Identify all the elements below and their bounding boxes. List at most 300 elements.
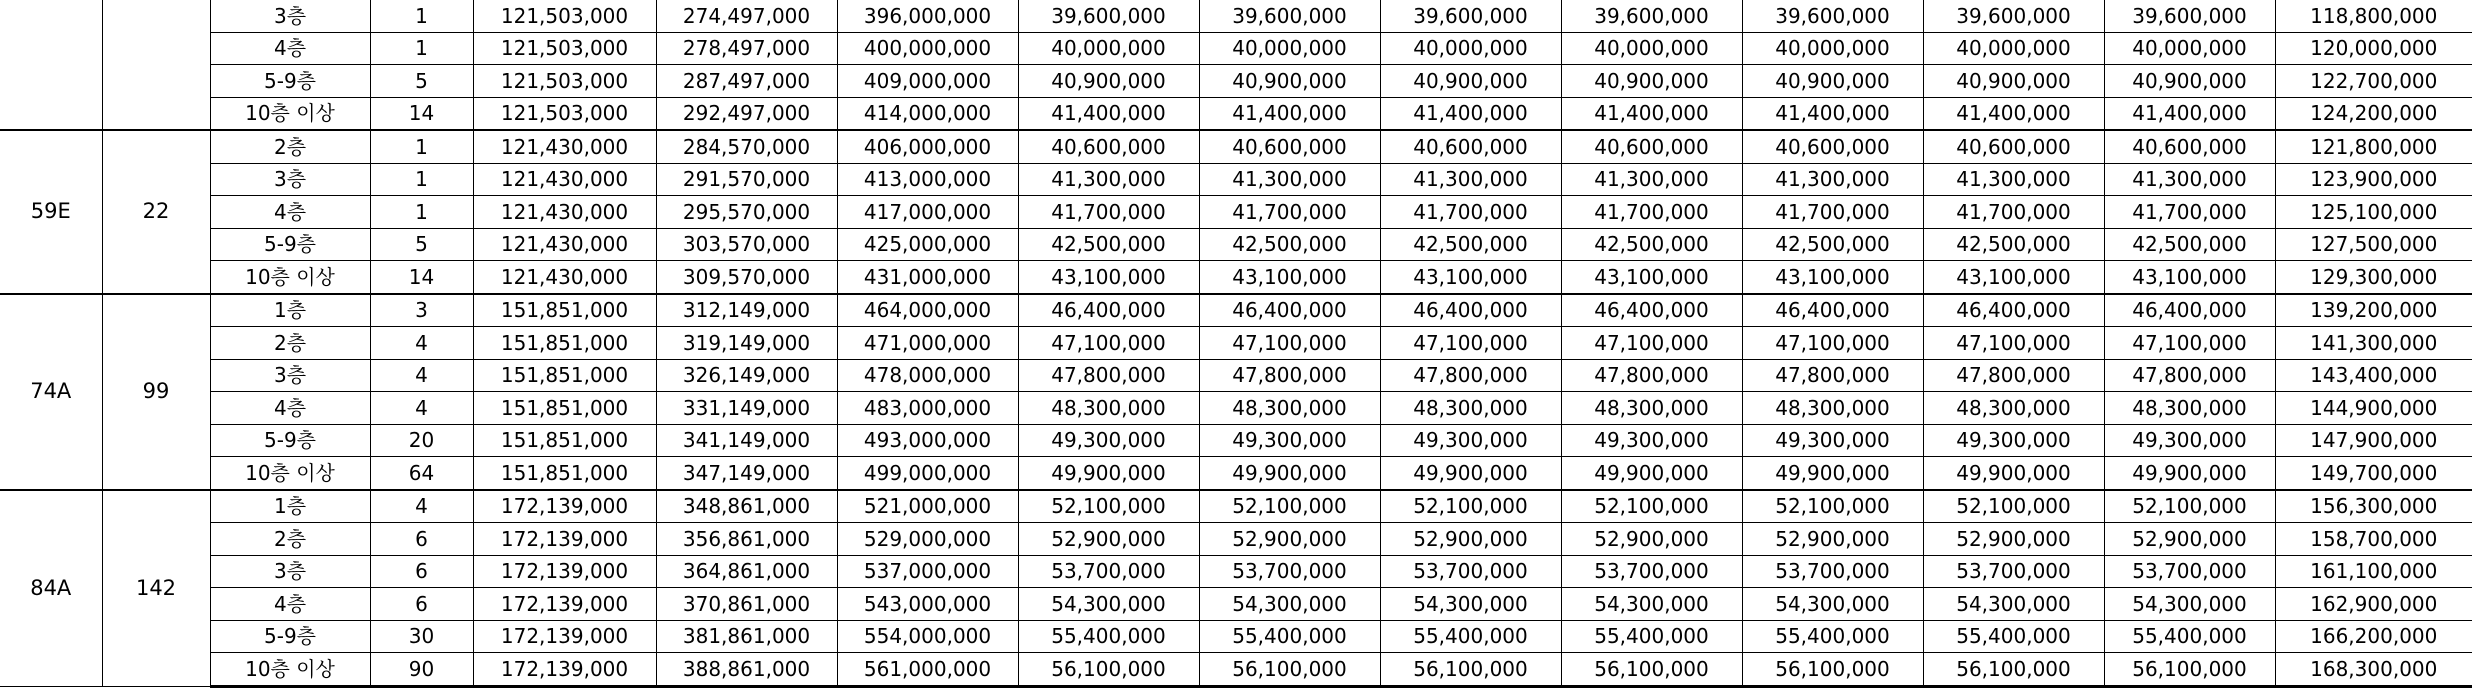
installment-6-cell: 55,400,000 — [1923, 620, 2104, 653]
installment-6-cell: 43,100,000 — [1923, 261, 2104, 294]
total-price-cell: 471,000,000 — [837, 327, 1018, 360]
installment-2-cell: 40,900,000 — [1199, 65, 1380, 98]
floor-cell: 5-9층 — [210, 620, 370, 653]
building-price-cell: 326,149,000 — [656, 359, 837, 392]
installment-1-cell: 42,500,000 — [1018, 228, 1199, 261]
land-price-cell: 151,851,000 — [473, 457, 656, 490]
balance-cell: 156,300,000 — [2275, 490, 2472, 523]
total-price-cell: 464,000,000 — [837, 294, 1018, 327]
total-price-cell: 543,000,000 — [837, 588, 1018, 621]
installment-4-cell: 40,000,000 — [1561, 32, 1742, 65]
installment-3-cell: 52,900,000 — [1380, 523, 1561, 556]
installment-3-cell: 52,100,000 — [1380, 490, 1561, 523]
table-row — [0, 490, 2472, 523]
installment-6-cell: 52,900,000 — [1923, 523, 2104, 556]
installment-5-cell: 52,100,000 — [1742, 490, 1923, 523]
installment-4-cell: 48,300,000 — [1561, 392, 1742, 425]
installment-4-cell: 52,100,000 — [1561, 490, 1742, 523]
table-row — [0, 32, 2472, 65]
floor-cell: 4층 — [210, 32, 370, 65]
count-cell: 4 — [370, 327, 473, 360]
installment-4-cell: 46,400,000 — [1561, 294, 1742, 327]
installment-5-cell: 41,400,000 — [1742, 97, 1923, 130]
unit-count-cell — [102, 0, 210, 130]
installment-1-cell: 52,900,000 — [1018, 523, 1199, 556]
count-cell: 1 — [370, 163, 473, 196]
table-row — [0, 327, 2472, 360]
floor-cell: 4층 — [210, 588, 370, 621]
balance-cell: 124,200,000 — [2275, 97, 2472, 130]
installment-7-cell: 54,300,000 — [2104, 588, 2275, 621]
installment-7-cell: 48,300,000 — [2104, 392, 2275, 425]
installment-2-cell: 42,500,000 — [1199, 228, 1380, 261]
installment-3-cell: 49,300,000 — [1380, 424, 1561, 457]
land-price-cell: 151,851,000 — [473, 294, 656, 327]
installment-7-cell: 49,300,000 — [2104, 424, 2275, 457]
floor-cell: 1층 — [210, 294, 370, 327]
total-price-cell: 431,000,000 — [837, 261, 1018, 294]
installment-5-cell: 40,900,000 — [1742, 65, 1923, 98]
total-price-cell: 400,000,000 — [837, 32, 1018, 65]
installment-2-cell: 52,100,000 — [1199, 490, 1380, 523]
installment-2-cell: 41,400,000 — [1199, 97, 1380, 130]
table-row — [0, 228, 2472, 261]
balance-cell: 168,300,000 — [2275, 653, 2472, 687]
land-price-cell: 151,851,000 — [473, 392, 656, 425]
building-price-cell: 292,497,000 — [656, 97, 837, 130]
installment-6-cell: 49,900,000 — [1923, 457, 2104, 490]
count-cell: 14 — [370, 97, 473, 130]
count-cell: 5 — [370, 65, 473, 98]
installment-2-cell: 46,400,000 — [1199, 294, 1380, 327]
unit-type-cell — [0, 0, 102, 130]
installment-4-cell: 55,400,000 — [1561, 620, 1742, 653]
installment-7-cell: 55,400,000 — [2104, 620, 2275, 653]
installment-1-cell: 47,100,000 — [1018, 327, 1199, 360]
installment-7-cell: 47,100,000 — [2104, 327, 2275, 360]
installment-2-cell: 39,600,000 — [1199, 0, 1380, 32]
installment-5-cell: 53,700,000 — [1742, 555, 1923, 588]
land-price-cell: 172,139,000 — [473, 490, 656, 523]
installment-5-cell: 55,400,000 — [1742, 620, 1923, 653]
installment-2-cell: 55,400,000 — [1199, 620, 1380, 653]
land-price-cell: 121,430,000 — [473, 228, 656, 261]
installment-3-cell: 42,500,000 — [1380, 228, 1561, 261]
installment-2-cell: 54,300,000 — [1199, 588, 1380, 621]
land-price-cell: 121,430,000 — [473, 130, 656, 163]
land-price-cell: 121,503,000 — [473, 0, 656, 32]
total-price-cell: 561,000,000 — [837, 653, 1018, 687]
table-row — [0, 555, 2472, 588]
table-row — [0, 130, 2472, 163]
installment-4-cell: 40,900,000 — [1561, 65, 1742, 98]
installment-3-cell: 46,400,000 — [1380, 294, 1561, 327]
balance-cell: 149,700,000 — [2275, 457, 2472, 490]
building-price-cell: 370,861,000 — [656, 588, 837, 621]
installment-7-cell: 43,100,000 — [2104, 261, 2275, 294]
floor-cell: 4층 — [210, 392, 370, 425]
installment-1-cell: 54,300,000 — [1018, 588, 1199, 621]
floor-cell: 3층 — [210, 163, 370, 196]
installment-1-cell: 47,800,000 — [1018, 359, 1199, 392]
land-price-cell: 121,430,000 — [473, 163, 656, 196]
installment-1-cell: 43,100,000 — [1018, 261, 1199, 294]
installment-6-cell: 46,400,000 — [1923, 294, 2104, 327]
total-price-cell: 409,000,000 — [837, 65, 1018, 98]
building-price-cell: 287,497,000 — [656, 65, 837, 98]
installment-6-cell: 41,400,000 — [1923, 97, 2104, 130]
balance-cell: 162,900,000 — [2275, 588, 2472, 621]
installment-5-cell: 56,100,000 — [1742, 653, 1923, 687]
count-cell: 6 — [370, 555, 473, 588]
building-price-cell: 348,861,000 — [656, 490, 837, 523]
count-cell: 5 — [370, 228, 473, 261]
unit-count-cell: 142 — [102, 490, 210, 687]
floor-cell: 3층 — [210, 0, 370, 32]
balance-cell: 161,100,000 — [2275, 555, 2472, 588]
balance-cell: 158,700,000 — [2275, 523, 2472, 556]
table-row — [0, 163, 2472, 196]
floor-cell: 2층 — [210, 327, 370, 360]
installment-2-cell: 47,100,000 — [1199, 327, 1380, 360]
installment-1-cell: 46,400,000 — [1018, 294, 1199, 327]
total-price-cell: 396,000,000 — [837, 0, 1018, 32]
installment-5-cell: 49,900,000 — [1742, 457, 1923, 490]
installment-7-cell: 40,600,000 — [2104, 130, 2275, 163]
building-price-cell: 364,861,000 — [656, 555, 837, 588]
installment-1-cell: 41,300,000 — [1018, 163, 1199, 196]
count-cell: 1 — [370, 130, 473, 163]
installment-4-cell: 39,600,000 — [1561, 0, 1742, 32]
installment-1-cell: 55,400,000 — [1018, 620, 1199, 653]
total-price-cell: 478,000,000 — [837, 359, 1018, 392]
unit-type-cell: 84A — [0, 490, 102, 687]
land-price-cell: 172,139,000 — [473, 620, 656, 653]
installment-3-cell: 48,300,000 — [1380, 392, 1561, 425]
installment-6-cell: 47,100,000 — [1923, 327, 2104, 360]
installment-6-cell: 41,700,000 — [1923, 196, 2104, 229]
building-price-cell: 291,570,000 — [656, 163, 837, 196]
installment-1-cell: 40,900,000 — [1018, 65, 1199, 98]
building-price-cell: 319,149,000 — [656, 327, 837, 360]
installment-7-cell: 52,100,000 — [2104, 490, 2275, 523]
building-price-cell: 388,861,000 — [656, 653, 837, 687]
building-price-cell: 312,149,000 — [656, 294, 837, 327]
installment-4-cell: 53,700,000 — [1561, 555, 1742, 588]
installment-2-cell: 40,000,000 — [1199, 32, 1380, 65]
land-price-cell: 151,851,000 — [473, 327, 656, 360]
installment-3-cell: 47,800,000 — [1380, 359, 1561, 392]
building-price-cell: 341,149,000 — [656, 424, 837, 457]
total-price-cell: 554,000,000 — [837, 620, 1018, 653]
installment-7-cell: 49,900,000 — [2104, 457, 2275, 490]
installment-1-cell: 49,300,000 — [1018, 424, 1199, 457]
balance-cell: 143,400,000 — [2275, 359, 2472, 392]
total-price-cell: 417,000,000 — [837, 196, 1018, 229]
installment-3-cell: 40,000,000 — [1380, 32, 1561, 65]
table-row — [0, 588, 2472, 621]
building-price-cell: 303,570,000 — [656, 228, 837, 261]
installment-5-cell: 49,300,000 — [1742, 424, 1923, 457]
floor-cell: 2층 — [210, 130, 370, 163]
installment-3-cell: 54,300,000 — [1380, 588, 1561, 621]
land-price-cell: 121,430,000 — [473, 261, 656, 294]
building-price-cell: 278,497,000 — [656, 32, 837, 65]
installment-2-cell: 56,100,000 — [1199, 653, 1380, 687]
total-price-cell: 537,000,000 — [837, 555, 1018, 588]
installment-1-cell: 40,600,000 — [1018, 130, 1199, 163]
installment-2-cell: 43,100,000 — [1199, 261, 1380, 294]
installment-4-cell: 41,700,000 — [1561, 196, 1742, 229]
installment-3-cell: 40,600,000 — [1380, 130, 1561, 163]
installment-5-cell: 48,300,000 — [1742, 392, 1923, 425]
table-row — [0, 620, 2472, 653]
installment-1-cell: 41,400,000 — [1018, 97, 1199, 130]
installment-4-cell: 47,800,000 — [1561, 359, 1742, 392]
table-row — [0, 0, 2472, 32]
total-price-cell: 414,000,000 — [837, 97, 1018, 130]
unit-count-cell: 22 — [102, 130, 210, 294]
unit-type-cell: 59E — [0, 130, 102, 294]
land-price-cell: 151,851,000 — [473, 359, 656, 392]
installment-2-cell: 49,900,000 — [1199, 457, 1380, 490]
floor-cell: 5-9층 — [210, 424, 370, 457]
installment-4-cell: 49,900,000 — [1561, 457, 1742, 490]
floor-cell: 4층 — [210, 196, 370, 229]
balance-cell: 141,300,000 — [2275, 327, 2472, 360]
installment-7-cell: 53,700,000 — [2104, 555, 2275, 588]
installment-3-cell: 55,400,000 — [1380, 620, 1561, 653]
count-cell: 4 — [370, 359, 473, 392]
balance-cell: 122,700,000 — [2275, 65, 2472, 98]
land-price-cell: 172,139,000 — [473, 555, 656, 588]
balance-cell: 147,900,000 — [2275, 424, 2472, 457]
installment-2-cell: 41,700,000 — [1199, 196, 1380, 229]
balance-cell: 120,000,000 — [2275, 32, 2472, 65]
installment-4-cell: 43,100,000 — [1561, 261, 1742, 294]
installment-1-cell: 41,700,000 — [1018, 196, 1199, 229]
installment-4-cell: 52,900,000 — [1561, 523, 1742, 556]
floor-cell: 5-9층 — [210, 228, 370, 261]
floor-cell: 10층 이상 — [210, 261, 370, 294]
floor-cell: 5-9층 — [210, 65, 370, 98]
installment-4-cell: 49,300,000 — [1561, 424, 1742, 457]
installment-7-cell: 56,100,000 — [2104, 653, 2275, 687]
installment-7-cell: 40,000,000 — [2104, 32, 2275, 65]
total-price-cell: 483,000,000 — [837, 392, 1018, 425]
balance-cell: 144,900,000 — [2275, 392, 2472, 425]
building-price-cell: 295,570,000 — [656, 196, 837, 229]
land-price-cell: 121,503,000 — [473, 65, 656, 98]
installment-7-cell: 42,500,000 — [2104, 228, 2275, 261]
installment-4-cell: 42,500,000 — [1561, 228, 1742, 261]
installment-5-cell: 40,600,000 — [1742, 130, 1923, 163]
floor-cell: 3층 — [210, 555, 370, 588]
total-price-cell: 529,000,000 — [837, 523, 1018, 556]
count-cell: 4 — [370, 392, 473, 425]
land-price-cell: 172,139,000 — [473, 653, 656, 687]
count-cell: 4 — [370, 490, 473, 523]
installment-2-cell: 41,300,000 — [1199, 163, 1380, 196]
unit-type-cell: 74A — [0, 294, 102, 490]
unit-count-cell: 99 — [102, 294, 210, 490]
land-price-cell: 121,430,000 — [473, 196, 656, 229]
installment-6-cell: 42,500,000 — [1923, 228, 2104, 261]
balance-cell: 118,800,000 — [2275, 0, 2472, 32]
installment-6-cell: 56,100,000 — [1923, 653, 2104, 687]
count-cell: 30 — [370, 620, 473, 653]
total-price-cell: 499,000,000 — [837, 457, 1018, 490]
building-price-cell: 309,570,000 — [656, 261, 837, 294]
installment-6-cell: 40,900,000 — [1923, 65, 2104, 98]
installment-1-cell: 48,300,000 — [1018, 392, 1199, 425]
floor-cell: 2층 — [210, 523, 370, 556]
installment-7-cell: 41,700,000 — [2104, 196, 2275, 229]
land-price-cell: 121,503,000 — [473, 97, 656, 130]
building-price-cell: 284,570,000 — [656, 130, 837, 163]
floor-cell: 1층 — [210, 490, 370, 523]
installment-4-cell: 54,300,000 — [1561, 588, 1742, 621]
installment-3-cell: 56,100,000 — [1380, 653, 1561, 687]
installment-1-cell: 56,100,000 — [1018, 653, 1199, 687]
installment-6-cell: 52,100,000 — [1923, 490, 2104, 523]
total-price-cell: 406,000,000 — [837, 130, 1018, 163]
installment-1-cell: 53,700,000 — [1018, 555, 1199, 588]
balance-cell: 125,100,000 — [2275, 196, 2472, 229]
installment-5-cell: 40,000,000 — [1742, 32, 1923, 65]
floor-cell: 10층 이상 — [210, 457, 370, 490]
land-price-cell: 172,139,000 — [473, 523, 656, 556]
installment-5-cell: 41,300,000 — [1742, 163, 1923, 196]
installment-4-cell: 41,300,000 — [1561, 163, 1742, 196]
balance-cell: 121,800,000 — [2275, 130, 2472, 163]
count-cell: 14 — [370, 261, 473, 294]
installment-7-cell: 40,900,000 — [2104, 65, 2275, 98]
installment-3-cell: 41,400,000 — [1380, 97, 1561, 130]
table-row — [0, 196, 2472, 229]
building-price-cell: 381,861,000 — [656, 620, 837, 653]
balance-cell: 123,900,000 — [2275, 163, 2472, 196]
installment-3-cell: 40,900,000 — [1380, 65, 1561, 98]
count-cell: 20 — [370, 424, 473, 457]
floor-cell: 10층 이상 — [210, 653, 370, 687]
balance-cell: 129,300,000 — [2275, 261, 2472, 294]
floor-cell: 10층 이상 — [210, 97, 370, 130]
installment-6-cell: 53,700,000 — [1923, 555, 2104, 588]
installment-4-cell: 41,400,000 — [1561, 97, 1742, 130]
table-row — [0, 294, 2472, 327]
total-price-cell: 413,000,000 — [837, 163, 1018, 196]
installment-6-cell: 39,600,000 — [1923, 0, 2104, 32]
count-cell: 1 — [370, 32, 473, 65]
installment-1-cell: 40,000,000 — [1018, 32, 1199, 65]
balance-cell: 127,500,000 — [2275, 228, 2472, 261]
installment-1-cell: 49,900,000 — [1018, 457, 1199, 490]
installment-2-cell: 40,600,000 — [1199, 130, 1380, 163]
installment-3-cell: 53,700,000 — [1380, 555, 1561, 588]
installment-6-cell: 54,300,000 — [1923, 588, 2104, 621]
table-row — [0, 424, 2472, 457]
building-price-cell: 356,861,000 — [656, 523, 837, 556]
balance-cell: 166,200,000 — [2275, 620, 2472, 653]
installment-5-cell: 47,800,000 — [1742, 359, 1923, 392]
installment-3-cell: 43,100,000 — [1380, 261, 1561, 294]
installment-2-cell: 53,700,000 — [1199, 555, 1380, 588]
installment-6-cell: 40,600,000 — [1923, 130, 2104, 163]
installment-5-cell: 39,600,000 — [1742, 0, 1923, 32]
installment-3-cell: 39,600,000 — [1380, 0, 1561, 32]
count-cell: 6 — [370, 588, 473, 621]
total-price-cell: 425,000,000 — [837, 228, 1018, 261]
count-cell: 64 — [370, 457, 473, 490]
table-row — [0, 97, 2472, 130]
installment-6-cell: 49,300,000 — [1923, 424, 2104, 457]
table-row — [0, 523, 2472, 556]
land-price-cell: 172,139,000 — [473, 588, 656, 621]
installment-7-cell: 47,800,000 — [2104, 359, 2275, 392]
installment-7-cell: 39,600,000 — [2104, 0, 2275, 32]
installment-2-cell: 49,300,000 — [1199, 424, 1380, 457]
installment-2-cell: 52,900,000 — [1199, 523, 1380, 556]
installment-7-cell: 41,400,000 — [2104, 97, 2275, 130]
count-cell: 6 — [370, 523, 473, 556]
installment-5-cell: 42,500,000 — [1742, 228, 1923, 261]
installment-4-cell: 56,100,000 — [1561, 653, 1742, 687]
installment-3-cell: 49,900,000 — [1380, 457, 1561, 490]
land-price-cell: 121,503,000 — [473, 32, 656, 65]
table-row — [0, 65, 2472, 98]
installment-2-cell: 48,300,000 — [1199, 392, 1380, 425]
installment-5-cell: 46,400,000 — [1742, 294, 1923, 327]
installment-2-cell: 47,800,000 — [1199, 359, 1380, 392]
land-price-cell: 151,851,000 — [473, 424, 656, 457]
installment-6-cell: 41,300,000 — [1923, 163, 2104, 196]
total-price-cell: 493,000,000 — [837, 424, 1018, 457]
table-row — [0, 392, 2472, 425]
total-price-cell: 521,000,000 — [837, 490, 1018, 523]
installment-6-cell: 40,000,000 — [1923, 32, 2104, 65]
building-price-cell: 347,149,000 — [656, 457, 837, 490]
count-cell: 3 — [370, 294, 473, 327]
table-row — [0, 653, 2472, 687]
installment-5-cell: 54,300,000 — [1742, 588, 1923, 621]
installment-4-cell: 47,100,000 — [1561, 327, 1742, 360]
count-cell: 1 — [370, 0, 473, 32]
installment-1-cell: 39,600,000 — [1018, 0, 1199, 32]
installment-7-cell: 41,300,000 — [2104, 163, 2275, 196]
installment-1-cell: 52,100,000 — [1018, 490, 1199, 523]
building-price-cell: 274,497,000 — [656, 0, 837, 32]
installment-5-cell: 41,700,000 — [1742, 196, 1923, 229]
installment-6-cell: 47,800,000 — [1923, 359, 2104, 392]
table-row — [0, 359, 2472, 392]
table-row — [0, 261, 2472, 294]
installment-5-cell: 47,100,000 — [1742, 327, 1923, 360]
installment-6-cell: 48,300,000 — [1923, 392, 2104, 425]
installment-7-cell: 52,900,000 — [2104, 523, 2275, 556]
installment-5-cell: 43,100,000 — [1742, 261, 1923, 294]
floor-cell: 3층 — [210, 359, 370, 392]
count-cell: 90 — [370, 653, 473, 687]
building-price-cell: 331,149,000 — [656, 392, 837, 425]
balance-cell: 139,200,000 — [2275, 294, 2472, 327]
installment-5-cell: 52,900,000 — [1742, 523, 1923, 556]
count-cell: 1 — [370, 196, 473, 229]
installment-3-cell: 41,700,000 — [1380, 196, 1561, 229]
table-row — [0, 457, 2472, 490]
installment-3-cell: 47,100,000 — [1380, 327, 1561, 360]
installment-7-cell: 46,400,000 — [2104, 294, 2275, 327]
